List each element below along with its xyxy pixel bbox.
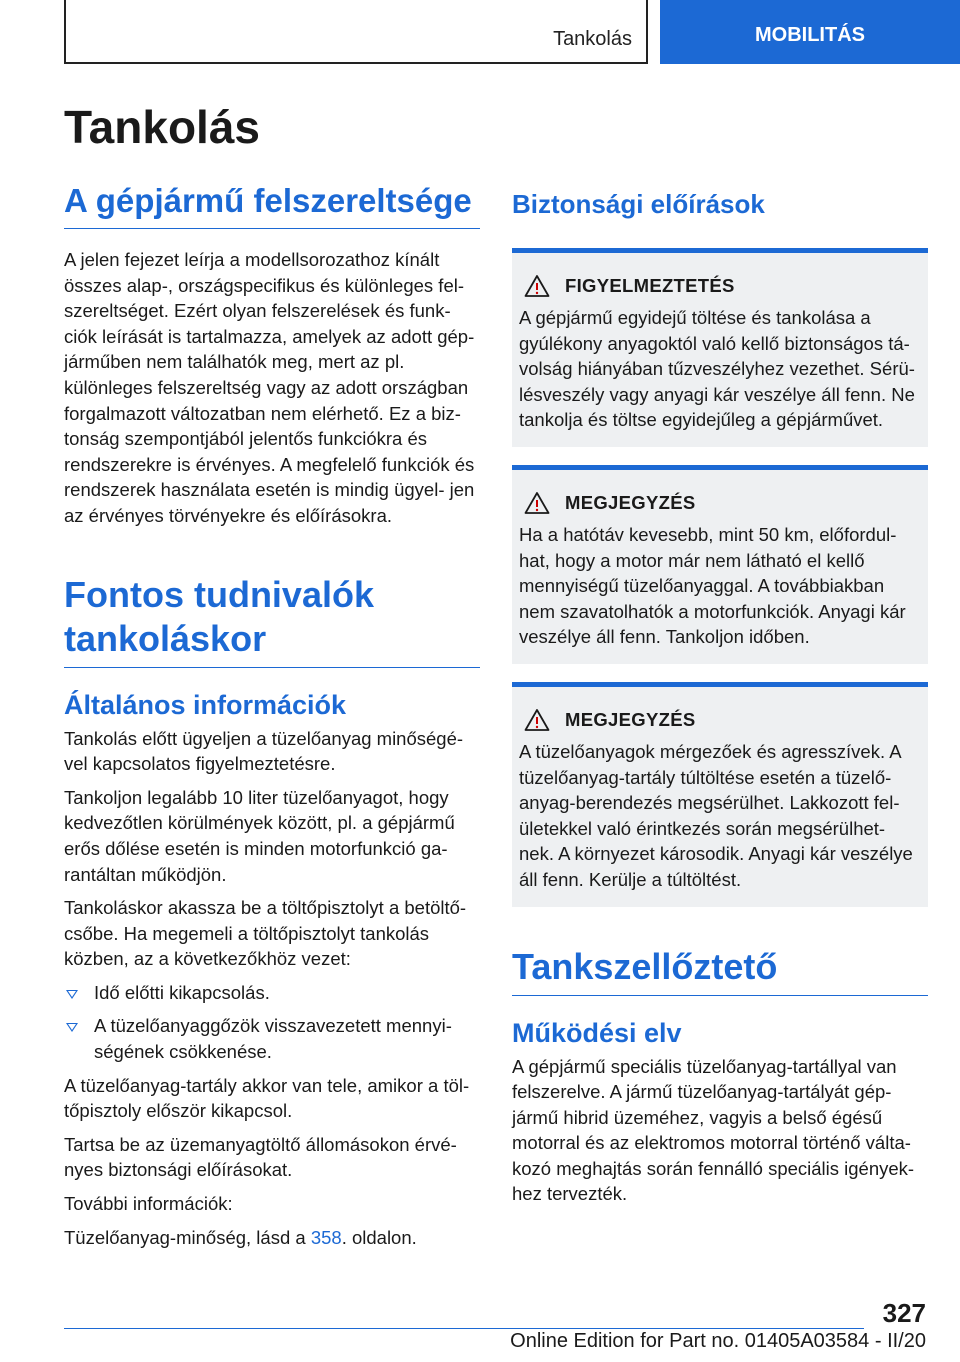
notice-text: Ha a hatótáv kevesebb, mint 50 km, előfordul- hat, hogy a motor már nem látható el kellő mennyiségű tüzelőanyaggal. A továbbiakban nem szavatolhatók a motorfunkciók. Anyagi kár veszélye áll fenn. Tankoljon időben. <box>519 523 906 648</box>
reference-prefix: Tüzelőanyag-minőség, lásd a <box>64 1226 311 1248</box>
header-frame <box>64 0 648 64</box>
paragraph-nozzle: Tankoláskor akassza be a töltőpisztolyt a betöltő- csőbe. Ha megemeli a töltőpisztolyt tankolás közben, az a következőkhöz vezet: <box>64 897 467 970</box>
paragraph-principle: A gépjármű speciális tüzelőanyag-tartállyal van felszerelve. A jármű tüzelőanyag-tartályát gép- jármű hibrid üzeméhez, vagyis a belső égésű motorral és az elektromos motorral történő válta- kozó meghajtás során fennálló speciális igények- hez tervezték. <box>512 1055 915 1205</box>
heading-important-info: Fontos tudnivalók tankoláskor <box>64 573 480 668</box>
right-column <box>512 180 928 1215</box>
header-section-title: Tankolás <box>553 28 632 50</box>
paragraph-equipment: A jelen fejezet leírja a modellsorozathoz kínált összes alap-, országspecifikus és különleges fel- szereltséget. Ezért olyan felszerelések és funk- ciók leírását is tartalmazza, amelyek az adott gép- járműben nem találhatók meg, mert az pl. különleges felszereltség vagy az adott országban forgalmazott változatban nem elérhető. Ez a biz- tonság szempontjából jelentős funkciókra és rendszerekre is érvényes. A megfelelő funkciók és rendszerek használata esetén is mindig ügyel- jen az érvényes törvényekre és előírásokra. <box>64 249 475 526</box>
list-item-text: A tüzelőanyaggőzök visszavezetett mennyi- ségének csökkenése. <box>94 1015 452 1063</box>
notice-text: A tüzelőanyagok mérgezőek és agresszívek. A tüzelőanyag-tartály túltöltése esetén a tüzelő- anyag-berendezés megsérülhet. Lakkozott fel- ületekkel való érintkezés során megsérülhet- nek. A környezet károsodik. Anyagi kár veszélye áll fenn. Kerülje a túltöltést. <box>519 740 913 890</box>
paragraph-min-fuel: Tankoljon legalább 10 liter tüzelőanyagot, hogy kedvezőtlen körülmények között, pl. a gépjármű erős dőlése esetén is minden motorfunkció ga- rantáltan működjön. <box>64 786 455 885</box>
triangle-bullet-icon <box>66 990 78 999</box>
left-column <box>64 180 480 1258</box>
warning-triangle-icon <box>524 274 550 298</box>
list-item <box>64 980 480 1006</box>
notice-warning <box>512 248 928 447</box>
heading-equipment: A gépjármű felszereltsége <box>64 180 480 229</box>
paragraph-tank-full: A tüzelőanyag-tartály akkor van tele, amikor a töl- tőpisztoly először kikapcsol. <box>64 1074 470 1122</box>
paragraph-fuel-quality: Tankolás előtt ügyeljen a tüzelőanyag minőségé- vel kapcsolatos figyelmeztetésre. <box>64 727 464 775</box>
warning-triangle-icon <box>524 491 550 515</box>
notice-title: MEGJEGYZÉS <box>565 491 696 513</box>
notice-title: MEGJEGYZÉS <box>565 708 696 730</box>
heading-general-info: Általános információk <box>64 689 347 720</box>
notice-title: FIGYELMEZTETÉS <box>565 275 735 296</box>
warning-triangle-icon <box>524 708 550 732</box>
reference-suffix: . oldalon. <box>341 1226 417 1248</box>
heading-principle: Működési elv <box>512 1017 682 1048</box>
notice-text: A gépjármű egyidejű töltése és tankolása a gyúlékony anyagoktól való kellő biztonságos tá- volság hiányában tűzveszélyhez vezethet. Sérü- lésveszély vagy anyagi kár veszélye áll fenn. Ne tankolja és töltse egyidejűleg a gépjárművet. <box>519 307 915 431</box>
notice-toxic <box>512 682 928 907</box>
page-title: Tankolás <box>64 101 260 153</box>
paragraph-reference <box>64 1225 480 1251</box>
page-number: 327 <box>882 1298 926 1328</box>
heading-tank-vent: Tankszellőztető <box>512 945 928 996</box>
header-chapter-tab[interactable]: MOBILITÁS <box>660 0 960 64</box>
consequence-list <box>64 980 480 1065</box>
footer-edition: Online Edition for Part no. 01405A03584 - II/20 <box>510 1330 926 1352</box>
triangle-bullet-icon <box>66 1023 78 1032</box>
heading-safety: Biztonsági előírások <box>512 189 765 219</box>
list-item-text: Idő előtti kikapcsolás. <box>94 981 270 1003</box>
footer-divider <box>64 1328 864 1329</box>
notice-range <box>512 465 928 664</box>
list-item <box>64 1013 480 1064</box>
paragraph-more-info: További információk: <box>64 1193 233 1215</box>
paragraph-safety-rules: Tartsa be az üzemanyagtöltő állomásokon érvé- nyes biztonsági előírásokat. <box>64 1133 457 1181</box>
page-reference-link[interactable]: 358 <box>310 1226 342 1248</box>
